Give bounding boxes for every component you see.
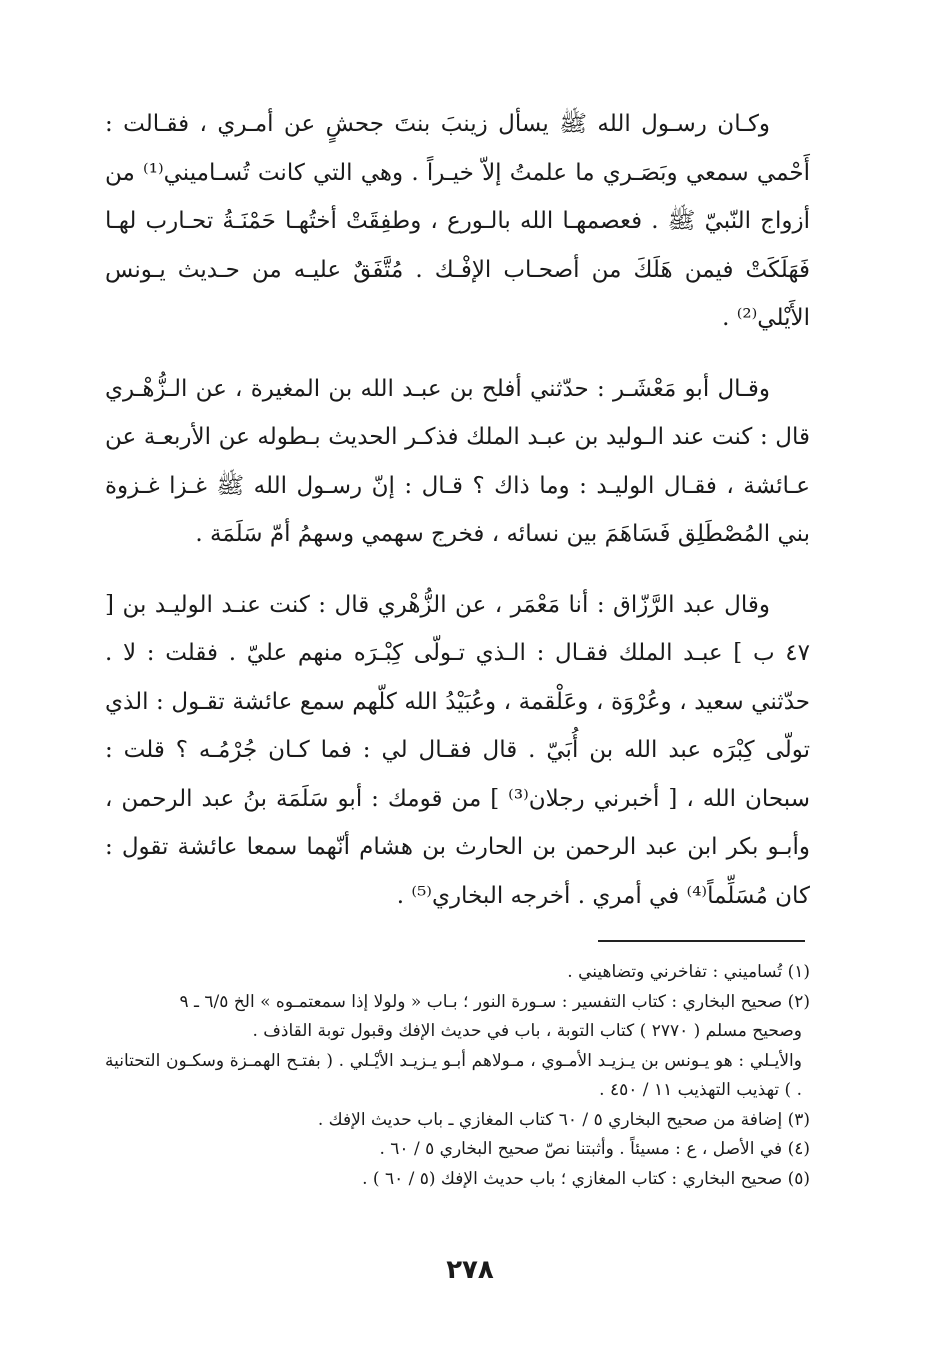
footnote-2: (٢) صحيح البخاري : كتاب التفسير : سـورة النور ؛ بـاب « ولولا إذا سمعتمـوه » الخ ٦/٥ ـ ٩ <box>179 991 810 1012</box>
footnote-5: (٥) صحيح البخاري : كتاب المغازي ؛ باب حديث الإفك (٥ / ٦٠ ) . <box>362 1168 810 1189</box>
footnote-3: (٣) إضافة من صحيح البخاري ٥ / ٦٠ كتاب المغازي ـ باب حديث الإفك . <box>317 1109 810 1130</box>
footnote-1: (١) تُساميني : تفاخرني وتضاهيني . <box>567 962 810 982</box>
footnote-separator <box>598 940 805 942</box>
page-number: ٢٧٨ <box>446 1255 494 1285</box>
paragraph-3: وقال عبد الرَّزّاق : أنا مَعْمَر ، عن الزُّهْري قال : كنت عنـد الوليـد بن [ ٤٧ ب ] عبـد الملك فقـال : الـذي تـولّى كِبْـرَه منهم عليّ . فقلت : لا . حدّثني سعيد ، وعُرْوَة ، وعَلْقمة ، وعُبَيْدُ الله كلّهم سمع عائشة تقـول : الذي تولّى كِبْرَه عبد الله بن أُبَيّ . قال فقـال لي : فما كـان جُرْمُـه ؟ قلت : سبحان الله ، [ أخبرني رجلان⁽³⁾ ] من قومك : أبو سَلَمَة بنُ عبد الرحمن ، وأبـو بكر ابن عبد الرحمن بن الحارث بن هشام أنّهما سمعا عائشة تقول : كان مُسَلِّماً⁽⁴⁾ في أمري . أخرجه البخاري⁽⁵⁾ . <box>105 591 810 909</box>
main-text <box>105 100 810 920</box>
footnotes <box>105 958 810 1194</box>
paragraph-1: وكـان رسـول الله ﷺ يسأل زينبَ بنتَ جحشٍ عن أمـري ، فقـالت : أَحْمي سمعي وبَصَـري ما علمتُ إلاّ خيـراً . وهي التي كانت تُسـاميني⁽¹⁾ من أزواج النّبيّ ﷺ . فعصمهـا الله بالـورع ، وطفِقَتْ أختُهـا حَمْنَـةُ تحـارب لهـا فَهَلَكَتْ فيمن هَلَكَ من أصحـاب الإفْـك . مُتَّفَقٌ عليـه من حـديث يـونس الأَيْلي⁽²⁾ . <box>105 111 810 331</box>
footnote-4: (٤) في الأصل ، ع : مسيئاً . وأثبتنا نصّ صحيح البخاري ٥ / ٦٠ . <box>379 1139 810 1159</box>
footnote-2-ayli-note: والأيـلي : هو يـونس بن يـزيـد الأمـوي ، مـولاهم أبـو يـزيـد الأيْـلي . ( بفتـح الهمـزة وسكـون التحتانية . ) تهذيب التهذيب ١١ / ٤٥٠ . <box>105 1050 802 1100</box>
footnote-2-continued: وصحيح مسلم ( ٢٧٧٠ ) كتاب التوبة ، باب في حديث الإفك وقبول توبة القاذف . <box>252 1021 802 1041</box>
paragraph-2: وقـال أبو مَعْشَـر : حدّثني أفلح بن عبـد الله بن المغيرة ، عن الـزُّهْـري قال : كنت عند الـوليد بن عبـد الملك فذكـر الحديث بـطوله عن الأربعـة عن عـائشة ، فقـال الوليـد : وما ذاك ؟ قـال : إنّ رسـول الله ﷺ غـزا غـزوة بني المُصْطَلِق فَسَاهَمَ بين نسائه ، فخرج سهمي وسهمُ أمّ سَلَمَة . <box>105 375 810 547</box>
